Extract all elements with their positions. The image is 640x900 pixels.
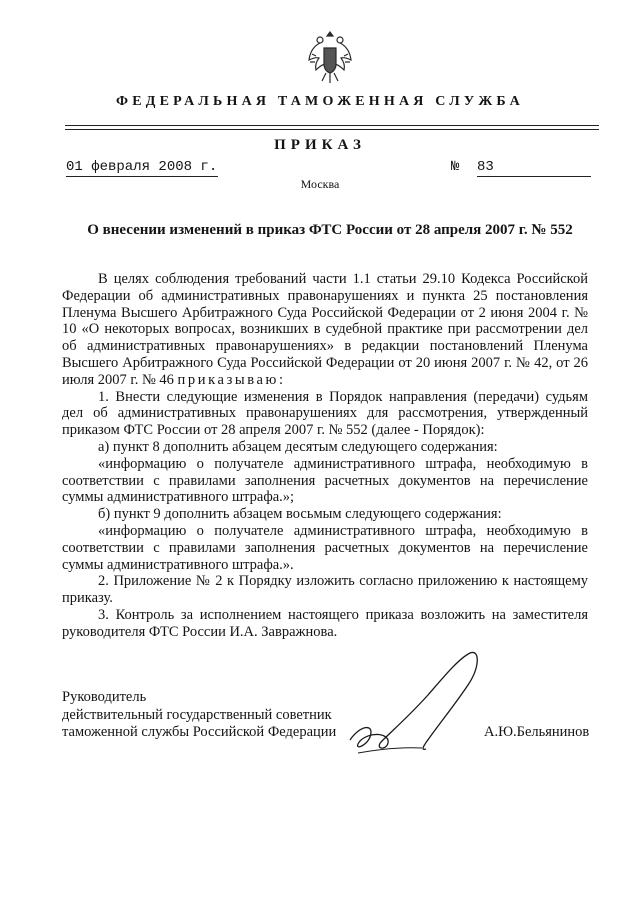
signatory-line-2: действительный государственный советник <box>62 706 332 723</box>
signatory-name: А.Ю.Бельянинов <box>484 724 590 740</box>
header-rule <box>65 125 599 126</box>
document-type: ПРИКАЗ <box>274 137 366 153</box>
item-3: 3. Контроль за исполнением настоящего приказа возложить на заместителя руководителя ФТС России И.А. Завражнова. <box>62 606 588 640</box>
item-1a: а) пункт 8 дополнить абзацем десятым следующего содержания: <box>98 438 498 455</box>
agency-name: ФЕДЕРАЛЬНАЯ ТАМОЖЕННАЯ СЛУЖБА <box>116 94 524 109</box>
order-number: 83 <box>477 159 591 177</box>
item-2: 2. Приложение № 2 к Порядку изложить согласно приложению к настоящему приказу. <box>62 573 588 607</box>
preamble-text: В целях соблюдения требований части 1.1 статьи 29.10 Кодекса Российской Федерации об административных правонарушениях и пункта 25 постановления Пленума Высшего Арбитражного Суда Российской Федерации от 2 июня 2004 г. № 10 «О некоторых вопросах, возникших в судебной практике при рассмотрении дел об административных правонарушениях» в редакции постановлений Пленума Высшего Арбитражного Суда Российской Федерации от 20 июня 2007 г. № 42, от 26 июля 2007 г. № 46 <box>62 271 588 388</box>
item-1a-quote: «информацию о получателе административного штрафа, необходимую в соответствии с правилами заполнения расчетных документов на перечисление суммы административного штрафа.»; <box>62 455 588 506</box>
order-body <box>62 271 588 641</box>
signatory-line-1: Руководитель <box>62 689 147 705</box>
double-headed-eagle-emblem-icon <box>304 26 356 88</box>
order-word: приказываю: <box>177 371 286 388</box>
preamble-paragraph <box>62 271 588 389</box>
item-1: 1. Внести следующие изменения в Порядок направления (передачи) судьям дел об административных правонарушениях для рассмотрения, утвержденный приказом ФТС России от 28 апреля 2007 г. № 552 (далее - Порядок): <box>62 388 588 439</box>
header-rule <box>65 129 599 130</box>
order-subject: О внесении изменений в приказ ФТС России от 28 апреля 2007 г. № 552 <box>87 222 573 238</box>
order-date: 01 февраля 2008 г. <box>66 159 218 175</box>
handwritten-signature-icon <box>330 645 500 765</box>
signatory-title <box>62 689 336 742</box>
item-1b: б) пункт 9 дополнить абзацем восьмым следующего содержания: <box>98 506 502 523</box>
city: Москва <box>300 177 340 191</box>
item-1b-quote: «информацию о получателе административного штрафа, необходимую в соответствии с правилами заполнения расчетных документов на перечисление суммы административного штрафа.». <box>62 522 588 573</box>
order-number-label: № <box>451 159 460 175</box>
signatory-line-3: таможенной службы Российской Федерации <box>62 724 337 740</box>
order-number-field <box>451 159 595 177</box>
